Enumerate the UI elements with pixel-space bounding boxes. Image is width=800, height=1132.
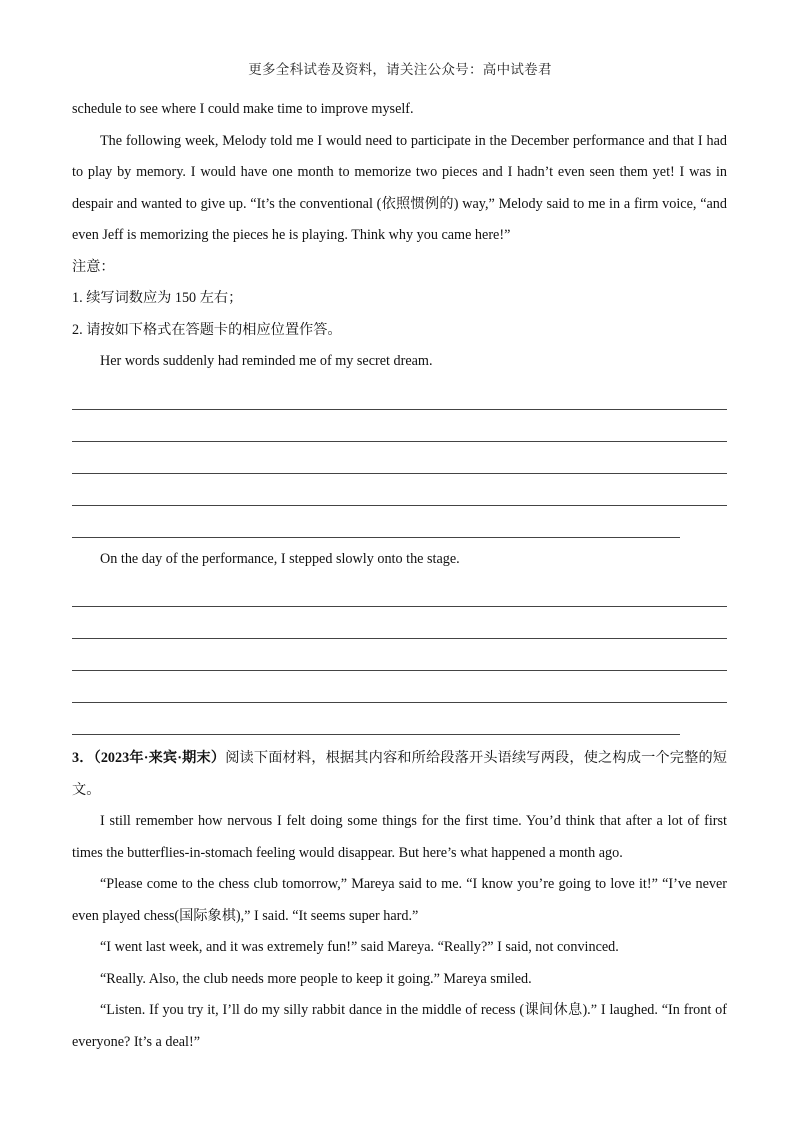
question-3-heading xyxy=(72,743,727,806)
story-paragraph: “I went last week, and it was extremely fun!” said Mareya. “Really?” I said, not convinced. xyxy=(100,939,619,955)
story-paragraph: “Listen. If you try it, I’ll do my silly rabbit dance in the middle of recess (课间休息).” I laughed. “In front of everyone? It’s a deal!” xyxy=(72,1002,727,1050)
answer-block-2 xyxy=(72,544,727,736)
question-source: （2023年·来宾·期末） xyxy=(93,750,226,766)
notes-item: 2. 请按如下格式在答题卡的相应位置作答。 xyxy=(72,321,342,338)
answer-line[interactable] xyxy=(72,575,727,607)
page-header: 更多全科试卷及资料，请关注公众号：高中试卷君 xyxy=(248,62,552,77)
answer-line[interactable] xyxy=(72,703,680,735)
answer-line[interactable] xyxy=(72,607,727,639)
question-instruction: 阅读下面材料，根据其内容和所给段落开头语续写两段，使之构成一个完整的短文。 xyxy=(72,750,727,798)
story-paragraph: “Please come to the chess club tomorrow,” Mareya said to me. “I know you’re going to love it!” “I’ve never even played chess(国际象棋),” I said. “It seems super hard.” xyxy=(72,876,727,924)
answer-line[interactable] xyxy=(72,410,727,442)
document-body xyxy=(72,94,727,1058)
story-paragraph: I still remember how nervous I felt doing some things for the first time. You’d think that after a lot of first times the butterflies-in-stomach feeling would disappear. But here’s what happened a month ago. xyxy=(72,813,727,861)
passage-paragraph: The following week, Melody told me I would need to participate in the December performance and that I had to play by memory. I would have one month to memorize two pieces and I hadn’t even seen them yet! I was in despair and wanted to give up. “It’s the conventional (依照惯例的) way,” Melody said to me in a firm voice, “and even Jeff is memorizing the pieces he is playing. Think why you came here!” xyxy=(72,132,727,243)
story-paragraph: “Really. Also, the club needs more people to keep it going.” Mareya smiled. xyxy=(100,970,532,987)
answer-line[interactable] xyxy=(72,671,727,703)
answer-line[interactable] xyxy=(72,378,727,410)
answer-block-1 xyxy=(72,346,727,538)
question-number: 3． xyxy=(72,750,94,766)
notes-item: 1. 续写词数应为 150 左右； xyxy=(72,290,243,306)
answer-lead-sentence: On the day of the performance, I stepped slowly onto the stage. xyxy=(100,550,460,567)
answer-lead-sentence: Her words suddenly had reminded me of my secret dream. xyxy=(100,353,433,369)
answer-line[interactable] xyxy=(72,639,727,671)
question-3 xyxy=(72,743,727,1058)
answer-line[interactable] xyxy=(72,506,680,538)
answer-line[interactable] xyxy=(72,442,727,474)
notes-title: 注意： xyxy=(72,258,115,275)
passage-paragraph: schedule to see where I could make time to improve myself. xyxy=(72,101,414,117)
answer-line[interactable] xyxy=(72,474,727,506)
